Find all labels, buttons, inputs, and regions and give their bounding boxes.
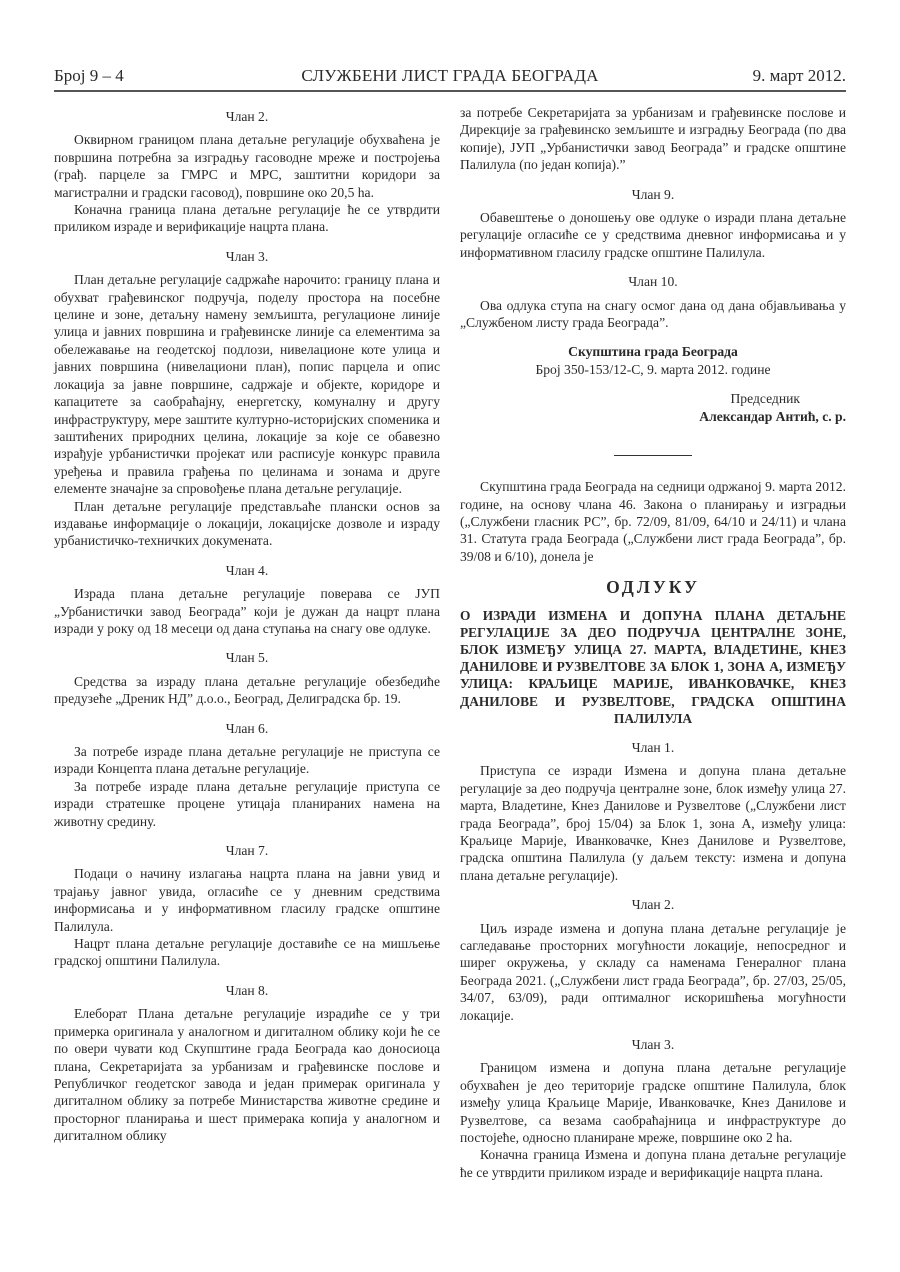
preamble: Скупштина града Београда на седници одржаној 9. марта 2012. године, на основу члана 46. Закона о планирању и изградњи („Службени гласник РС”, бр. 72/09, 81/09, 64/10 и 24/11) и члана 31. Статута града Београда („Службени лист града Београда”, бр. 39/08 и 6/10), донела је bbox=[460, 479, 846, 564]
decision-subtitle: О ИЗРАДИ ИЗМЕНА И ДОПУНА ПЛАНА ДЕТАЉНЕ РЕГУЛАЦИЈЕ ЗА ДЕО ПОДРУЧЈА ЦЕНТРАЛНЕ ЗОНЕ, БЛОК ИЗМЕЂУ УЛИЦА 27. МАРТА, ВЛАДЕТИНЕ, КНЕЗ ДАНИЛОВЕ И РУЗВЕЛТОВЕ ЗА БЛОК 1, ЗОНА А, ИЗМЕЂУ УЛИЦА: КРАЉИЦЕ МАРИЈЕ, ИВАНКОВАЧКЕ, КНЕЗ ДАНИЛОВЕ И РУЗВЕЛТОВЕ, ГРАДСКА ОПШТИНА ПАЛИЛУЛА bbox=[460, 607, 846, 726]
right-column bbox=[460, 104, 846, 1181]
article-heading: Члан 2. bbox=[631, 897, 675, 913]
article-heading: Члан 6. bbox=[225, 720, 269, 736]
paragraph: Нацрт плана детаљне регулације доставиће се на мишљење градској општини Палилула. bbox=[54, 936, 440, 969]
article-heading: Члан 9. bbox=[631, 186, 675, 202]
page-header bbox=[54, 66, 846, 88]
article-heading: Члан 3. bbox=[225, 248, 269, 264]
paragraph: Оквирном границом плана детаљне регулације обухваћена је површина потребна за изградњу гасоводне мреже и постројења (грађ. парцеле за ГМРС и МРС, заштитни коридори за магистрални и градски гасовод), површине око 20,5 ha. bbox=[54, 132, 440, 200]
left-column bbox=[54, 104, 440, 1145]
article-heading: Члан 1. bbox=[631, 739, 675, 755]
signature-name: Александар Антић, с. р. bbox=[699, 408, 846, 424]
signature-role: Председник bbox=[730, 391, 800, 407]
signature-number: Број 350-153/12-С, 9. марта 2012. године bbox=[535, 361, 771, 377]
paragraph: Коначна граница Измена и допуна плана детаљне регулације ће се утврдити приликом израде и верификације нацрта плана. bbox=[460, 1147, 846, 1180]
article-heading: Члан 5. bbox=[225, 650, 269, 666]
paragraph: Израда плана детаљне регулације поверава се ЈУП „Урбанистички завод Београда” који је дужан да нацрт плана изради у року од 18 месеци од дана ступања на снагу ове одлуке. bbox=[54, 586, 440, 636]
paragraph: Средства за израду плана детаљне регулације обезбедиће предузеће „Дреник НД” д.о.о., Београд, Делиградска бр. 19. bbox=[54, 673, 440, 707]
section-separator bbox=[614, 455, 692, 456]
paragraph: Подаци о начину излагања нацрта плана на јавни увид и трајању јавног увида, огласиће се у дневним средствима информисања и у информативном гласилу градске општине Палилула. bbox=[54, 866, 440, 934]
paragraph: План детаљне регулације представљаће плански основ за издавање информације о локацији, локацијске дозволе и израду урбанистичко-техничких докумената. bbox=[54, 498, 440, 549]
publication-title: СЛУЖБЕНИ ЛИСТ ГРАДА БЕОГРАДА bbox=[301, 66, 599, 85]
article-heading: Члан 8. bbox=[225, 982, 269, 998]
paragraph-continued: за потребе Секретаријата за урбанизам и грађевинске послове и Дирекције за грађевинско земљиште и изградњу Београда (по два копије), ЈУП „Урбанистички завод Београда” и градске општине Палилула (по један копија).” bbox=[460, 105, 846, 173]
article-heading: Члан 7. bbox=[225, 843, 269, 859]
article-heading: Члан 10. bbox=[628, 274, 678, 290]
issue-number: Број 9 – 4 bbox=[54, 66, 124, 85]
issue-date: 9. март 2012. bbox=[752, 66, 846, 85]
paragraph: За потребе израде плана детаљне регулације не приступа се изради Концепта плана детаљне регулације. bbox=[54, 744, 440, 777]
paragraph: Коначна граница плана детаљне регулације ће се утврдити приликом израде и верификације нацрта плана. bbox=[54, 202, 440, 235]
header-rule bbox=[54, 90, 846, 92]
article-heading: Члан 3. bbox=[631, 1037, 675, 1053]
decision-title: ОДЛУКУ bbox=[606, 577, 700, 598]
paragraph: План детаљне регулације садржаће нарочито: границу плана и обухват грађевинског подручја, поделу простора на посебне целине и зоне, детаљну намену земљишта, регулационе линије улица и јавних површина и грађевинске линије са елементима за обележавање на геодетској подлози, нивелационе коте улица и јавних површина (нивелациони план), попис парцела и опис локација за јавне површине, садржаје и објекте, коридоре и капацитете за саобраћајну, енергетску, комуналну и другу инфраструктуру, мере заштите културно-историјских споменика и заштићених природних целина, локације за које се обавезно израђује урбанистички пројекат или расписује конкурс правила уређења и правила грађења по целинама и зонама и друге елементе значајне за спровођење плана детаљне регулације. bbox=[54, 272, 440, 497]
paragraph: За потребе израде плана детаљне регулације приступа се изради стратешке процене утицаја планираних намена на животну средину. bbox=[54, 778, 440, 829]
article-heading: Члан 4. bbox=[225, 562, 269, 578]
paragraph: Циљ израде измена и допуна плана детаљне регулације је сагледавање просторних могућности локације, непосредног и ширег окружења, у складу са наменама Генералног плана Београда 2021. („Службени лист града Београда”, бр. 27/03, 25/05, 34/07, 63/09), ради оптималног искоришћења могућности локације. bbox=[460, 920, 846, 1023]
article-heading: Члан 2. bbox=[225, 109, 269, 124]
paragraph: Приступа се изради Измена и допуна плана детаљне регулације за део подручја централне зоне, блок између улица 27. марта, Владетине, Кнез Данилове и Рузвелтове („Службени лист града Београда”, број 15/04) за Блок 1, зона А, између улица: Краљице Марије, Иванковачке, Кнез Данилове и Рузвелтове, градска општина Палилула (у даљем тексту: измена и допуна плана детаљне регулације). bbox=[460, 763, 846, 883]
paragraph: Обавештење о доношењу ове одлуке о изради плана детаљне регулације огласиће се у средствима дневног информисања и у информативном гласилу градске општине Палилула. bbox=[460, 210, 846, 260]
paragraph: Ова одлука ступа на снагу осмог дана од дана објављивања у „Службеном листу града Београда”. bbox=[460, 297, 846, 331]
signature-organization: Скупштина града Београда bbox=[568, 344, 738, 360]
paragraph: Границом измена и допуна плана детаљне регулације обухваћен је део територије градске општине Палилула, блок између улица Краљице Марије, Иванковачке, Кнез Данилове и Рузвелтове, са везама саобраћајница и инфраструктуре до постојеће, односно планиране мреже, површине око 2 ha. bbox=[460, 1060, 846, 1146]
paragraph: Елеборат Плана детаљне регулације израдиће се у три примерка оригинала у аналогном и дигиталном облику који ће се по овери чувати код Скупштине града Београда као доносиоца плана, Секретаријата за урбанизам и грађевинске послове и Републичког геодетског завода и један примерак оригинала у дигиталном облику за потребе Министарства животне средине и просторног планирања и шест примерака копија у аналогном и дигиталном облику bbox=[54, 1006, 440, 1144]
